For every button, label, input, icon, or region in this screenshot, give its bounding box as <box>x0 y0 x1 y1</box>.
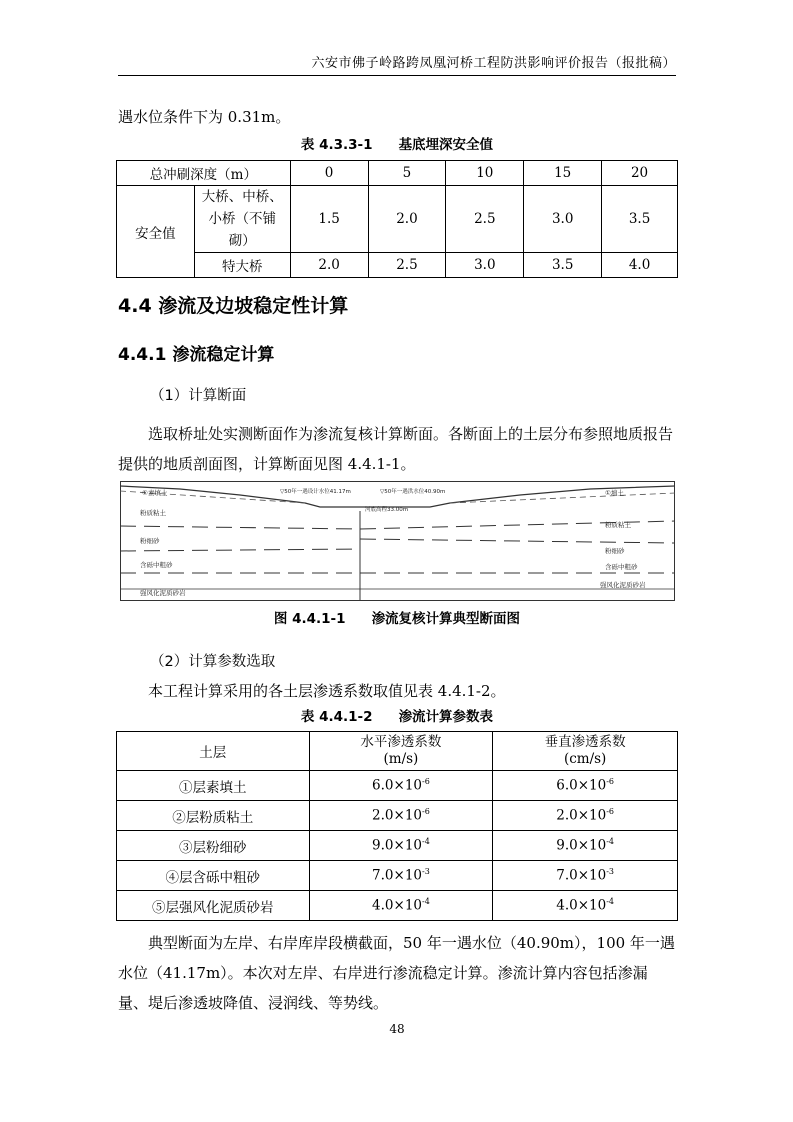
figure-caption-title: 渗流复核计算典型断面图 <box>371 611 521 627</box>
coef-base: 7.0×10 <box>556 867 607 884</box>
table-cell <box>309 771 493 801</box>
coef-exp: -6 <box>422 777 430 787</box>
layer-cell: ②层粉质粘土 <box>117 801 310 831</box>
coef-exp: -6 <box>606 777 615 787</box>
header-unit: (m/s) <box>383 751 419 767</box>
page-number: 48 <box>389 1022 405 1036</box>
table-cell: 3.0 <box>446 253 524 278</box>
table-row <box>117 831 678 861</box>
table-row <box>117 891 678 921</box>
table-row <box>117 801 678 831</box>
table-header-cell: 20 <box>602 161 678 186</box>
coef-base: 9.0×10 <box>372 837 423 854</box>
table-row <box>117 186 678 253</box>
table-cell: 3.5 <box>602 186 678 253</box>
row-label-cell: 大桥、中桥、小桥（不铺砌） <box>194 186 290 253</box>
table-cell: 4.0 <box>602 253 678 278</box>
fig-label-right-1: ①填土 <box>605 489 624 497</box>
coef-exp: -4 <box>422 897 430 907</box>
coef-base: 9.0×10 <box>556 837 607 854</box>
table-header-cell: 10 <box>446 161 524 186</box>
fig-label-left-5: 强风化泥质砂岩 <box>140 589 186 597</box>
table-cell <box>493 861 678 891</box>
table-cell: 2.5 <box>446 186 524 253</box>
table-cell <box>493 891 678 921</box>
layer-cell: ④层含砾中粗砂 <box>117 861 310 891</box>
coef-base: 7.0×10 <box>372 867 423 884</box>
subheading-params: （2）计算参数选取 <box>150 654 276 670</box>
coef-exp: -3 <box>422 867 430 877</box>
table-row <box>117 861 678 891</box>
header-unit: (cm/s) <box>563 751 607 767</box>
intro-line: 遇水位条件下为 0.31m。 <box>118 108 291 126</box>
fig-label-right-5: 强风化泥质砂岩 <box>600 581 646 589</box>
figure-caption-num: 图 4.4.1-1 <box>273 611 346 627</box>
table-cell: 3.0 <box>524 186 602 253</box>
table-cell <box>309 831 493 861</box>
table-header-cell: 0 <box>290 161 368 186</box>
paragraph-section: 选取桥址处实测断面作为渗流复核计算断面。各断面上的土层分布参照地质报告提供的地质剖面图，计算断面见图 4.4.1-1。 <box>118 425 674 473</box>
section-heading-4-4: 4.4 渗流及边坡稳定性计算 <box>118 295 349 317</box>
coef-exp: -6 <box>606 807 615 817</box>
table-cell <box>493 831 678 861</box>
section-heading-4-4-1: 4.4.1 渗流稳定计算 <box>118 345 275 365</box>
coef-exp: -4 <box>606 897 615 907</box>
table-cell: 2.0 <box>368 186 446 253</box>
coef-base: 6.0×10 <box>372 777 423 794</box>
table-row <box>117 253 678 278</box>
header-vertical: 垂直渗透系数 <box>544 734 626 750</box>
page-header: 六安市佛子岭路跨凤凰河桥工程防洪影响评价报告（报批稿） <box>118 52 676 76</box>
table1-caption-num: 表 4.3.3-1 <box>300 137 373 153</box>
table-header-cell <box>309 732 493 771</box>
coef-exp: -4 <box>422 837 430 847</box>
row-label-cell: 特大桥 <box>194 253 290 278</box>
table1-caption <box>118 133 676 153</box>
header-horizontal: 水平渗透系数 <box>360 734 442 750</box>
fig-label-left-1: ①素填土 <box>142 489 168 497</box>
coef-base: 6.0×10 <box>556 777 607 794</box>
fig-label-right-3: 粉细砂 <box>605 547 625 555</box>
layer-cell: ③层粉细砂 <box>117 831 310 861</box>
table-cell: 2.0 <box>290 253 368 278</box>
safety-depth-table <box>116 160 678 278</box>
fig-water-level-1: ▽50年一遇设计水位41.17m <box>280 489 351 495</box>
table-row <box>117 771 678 801</box>
coef-exp: -3 <box>606 867 615 877</box>
row-group-cell: 安全值 <box>117 186 195 278</box>
table1-caption-title: 基底埋深安全值 <box>398 137 494 153</box>
fig-label-right-2: 粉质粘土 <box>605 521 631 529</box>
paragraph-params: 本工程计算采用的各土层渗透系数取值见表 4.4.1-2。 <box>148 682 506 700</box>
subheading-calc-section: （1）计算断面 <box>150 388 247 404</box>
table-row <box>117 161 678 186</box>
table-cell <box>309 861 493 891</box>
layer-cell: ①层素填土 <box>117 771 310 801</box>
table-row <box>117 732 678 771</box>
figure-caption <box>118 607 676 627</box>
table-header-cell: 总冲刷深度（m） <box>117 161 291 186</box>
coef-base: 4.0×10 <box>372 897 423 914</box>
coef-exp: -6 <box>422 807 430 817</box>
table-cell: 1.5 <box>290 186 368 253</box>
table-header-cell: 15 <box>524 161 602 186</box>
table-cell <box>309 801 493 831</box>
table-cell: 3.5 <box>524 253 602 278</box>
layer-cell: ⑤层强风化泥质砂岩 <box>117 891 310 921</box>
table-cell <box>493 801 678 831</box>
paragraph-typical-section: 典型断面为左岸、右岸库岸段横截面，50 年一遇水位（40.90m），100 年一遇水位（41.17m）。本次对左岸、右岸进行渗流稳定计算。渗流计算内容包括渗漏量、堤后渗透坡降值、浸润线、等势线。 <box>118 934 675 1012</box>
fig-riverbed-label: 河底高程33.00m <box>365 507 409 513</box>
fig-label-left-4: 含砾中粗砂 <box>140 561 173 569</box>
fig-label-left-2: 粉质粘土 <box>140 509 166 517</box>
fig-water-level-2: ▽50年一遇洪水位40.90m <box>380 489 446 495</box>
fig-label-right-4: 含砾中粗砂 <box>605 563 638 571</box>
seepage-section-figure <box>120 481 675 601</box>
table-header-cell <box>493 732 678 771</box>
table-cell <box>493 771 678 801</box>
coef-exp: -4 <box>606 837 615 847</box>
table-cell <box>309 891 493 921</box>
coef-base: 2.0×10 <box>372 807 423 824</box>
table-header-cell: 土层 <box>117 732 310 771</box>
table2-caption-title: 渗流计算参数表 <box>398 709 494 725</box>
table2-caption <box>118 705 676 725</box>
table2-caption-num: 表 4.4.1-2 <box>300 709 373 725</box>
coef-base: 2.0×10 <box>556 807 607 824</box>
seepage-param-table <box>116 731 678 921</box>
table-cell: 2.5 <box>368 253 446 278</box>
table-header-cell: 5 <box>368 161 446 186</box>
coef-base: 4.0×10 <box>556 897 607 914</box>
fig-label-left-3: 粉细砂 <box>140 537 160 545</box>
